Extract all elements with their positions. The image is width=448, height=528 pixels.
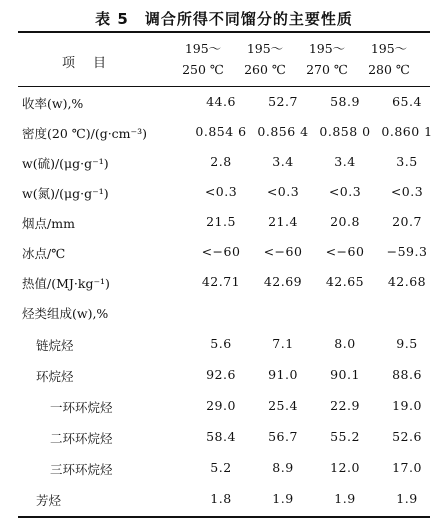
cell: 42.71 [201,274,241,289]
cell: 42.69 [263,274,303,289]
table-row [18,151,430,173]
header-item-label: 项目 [61,56,124,71]
cell: 0.858 0 [319,124,371,139]
header-column-1 [171,38,235,80]
cell: 5.2 [210,460,232,475]
row-label: 收率(w),% [22,96,84,111]
header-column-2 [233,38,297,80]
header-column-3-top: 195～ [308,41,346,56]
cell: 65.4 [392,94,422,109]
header-column-4-top: 195～ [370,41,408,56]
table-row [18,241,430,263]
cell: 3.4 [334,154,356,169]
table-row [18,211,430,233]
cell: 8.0 [334,336,356,351]
row-label: 环烷烃 [36,369,74,384]
table-row [18,181,430,203]
cell: 42.68 [387,274,427,289]
header-column-3-bottom: 270 ℃ [306,62,348,77]
row-label: w(硫)/(μg·g⁻¹) [22,156,109,171]
cell: 7.1 [272,336,294,351]
cell: 91.0 [268,367,298,382]
cell: 44.6 [206,94,236,109]
cell: <0.3 [204,184,238,199]
cell: 1.9 [272,491,294,506]
cell: 88.6 [392,367,422,382]
cell: 58.9 [330,94,360,109]
row-label: 烃类组成(w),% [22,306,109,321]
cell: 9.5 [396,336,418,351]
cell: 3.4 [272,154,294,169]
cell: 8.9 [272,460,294,475]
cell: 58.4 [206,429,236,444]
row-label: 链烷烃 [36,338,74,353]
row-label: w(氮)/(μg·g⁻¹) [22,186,109,201]
table-title: 表 5 调合所得不同馏分的主要性质 [95,10,353,28]
header-column-4-bottom: 280 ℃ [368,62,410,77]
row-label: 一环环烷烃 [50,400,113,415]
header-column-4 [357,38,421,80]
table-row [18,91,430,113]
top-rule [18,31,430,33]
cell: 0.856 4 [257,124,309,139]
header-column-1-top: 195～ [184,41,222,56]
cell: 0.860 1 [381,124,433,139]
cell: 22.9 [330,398,360,413]
cell: <−60 [325,244,365,259]
cell: 25.4 [268,398,298,413]
cell: <0.3 [266,184,300,199]
cell: <−60 [263,244,303,259]
cell: 3.5 [396,154,418,169]
cell: 56.7 [268,429,298,444]
header-column-1-bottom: 250 ℃ [182,62,224,77]
table-row [18,121,433,143]
table-row [18,488,430,510]
table-row [18,333,430,355]
row-label: 芳烃 [36,493,62,508]
cell: 92.6 [206,367,236,382]
table-row [18,364,430,386]
cell: 21.4 [268,214,298,229]
row-label: 烟点/mm [22,216,75,231]
bottom-rule [18,516,430,518]
table-row [18,395,430,417]
cell: 90.1 [330,367,360,382]
cell: <−60 [201,244,241,259]
cell: 21.5 [206,214,236,229]
row-label: 二环环烷烃 [50,431,113,446]
row-label: 密度(20 ℃)/(g·cm⁻³) [22,126,148,141]
cell: 19.0 [392,398,422,413]
cell: 12.0 [330,460,360,475]
cell: 29.0 [206,398,236,413]
table-row [18,301,430,323]
table-row [18,271,430,293]
cell: 52.6 [392,429,422,444]
cell: 52.7 [268,94,298,109]
cell: 1.9 [396,491,418,506]
cell: 2.8 [210,154,232,169]
cell: 1.8 [210,491,232,506]
row-label: 三环环烷烃 [50,462,113,477]
cell: <0.3 [390,184,424,199]
header-column-3 [295,38,359,80]
header-column-2-bottom: 260 ℃ [244,62,286,77]
row-label: 冰点/℃ [22,246,66,261]
table-row [18,426,430,448]
table-row [18,457,430,479]
row-label: 热值/(MJ·kg⁻¹) [22,276,110,291]
cell: 1.9 [334,491,356,506]
cell: 20.8 [330,214,360,229]
header-rule [18,86,430,87]
cell: 17.0 [392,460,422,475]
cell: <0.3 [328,184,362,199]
cell: −59.3 [386,244,428,259]
cell: 20.7 [392,214,422,229]
cell: 0.854 6 [195,124,247,139]
header-column-2-top: 195～ [246,41,284,56]
cell: 42.65 [325,274,365,289]
cell: 5.6 [210,336,232,351]
cell: 55.2 [330,429,360,444]
